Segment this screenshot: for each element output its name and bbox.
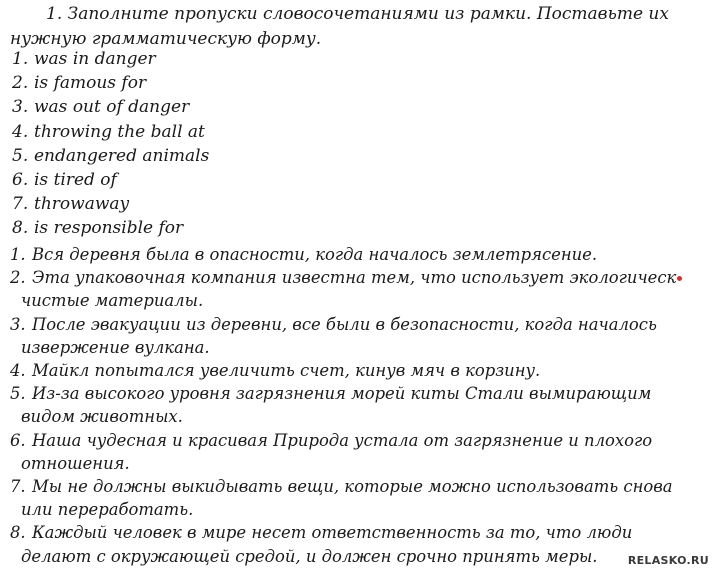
phrase-item bbox=[12, 95, 209, 119]
sentence-text: Мы не должны выкидывать вещи, которые можно использовать снова bbox=[32, 477, 673, 497]
phrase-text: was in danger bbox=[34, 49, 156, 69]
sentence-item bbox=[10, 359, 710, 382]
sentence-number: 7. bbox=[10, 477, 26, 497]
phrase-number: 3. bbox=[12, 97, 29, 118]
phrase-text: throwaway bbox=[34, 194, 130, 215]
sentence-text: Каждый человек в мире несет ответственность за то, что люди bbox=[32, 523, 633, 543]
sentence-continuation: делают с окружающей средой, и должен срочно принять меры. bbox=[21, 546, 598, 566]
sentence-number: 5. bbox=[10, 384, 26, 404]
answer-sentence-list bbox=[10, 243, 710, 568]
phrase-item bbox=[12, 120, 209, 144]
sentence-continuation: отношения. bbox=[21, 453, 130, 473]
sentence-item bbox=[10, 266, 710, 312]
sentence-text: Майкл попытался увеличить счет, кинув мяч в корзину. bbox=[32, 361, 541, 381]
phrase-number: 1. bbox=[12, 49, 29, 69]
phrase-text: was out of danger bbox=[34, 97, 190, 118]
phrase-text: is tired of bbox=[34, 170, 117, 191]
phrase-number: 4. bbox=[12, 121, 29, 142]
sentence-item bbox=[10, 313, 710, 359]
phrase-item bbox=[12, 47, 209, 71]
sentence-item bbox=[10, 382, 710, 428]
sentence-continuation: извержение вулкана. bbox=[21, 337, 210, 357]
sentence-item bbox=[10, 521, 710, 567]
sentence-number: 3. bbox=[10, 314, 26, 334]
sentence-text: Вся деревня была в опасности, когда началось землетрясение. bbox=[32, 245, 598, 264]
sentence-number: 1. bbox=[10, 245, 26, 264]
phrase-number: 5. bbox=[12, 145, 29, 166]
red-mark-icon bbox=[677, 276, 682, 281]
phrase-item bbox=[12, 168, 209, 192]
sentence-text: Из-за высокого уровня загрязнения морей киты Стали вымирающим bbox=[32, 384, 652, 404]
sentence-item bbox=[10, 475, 710, 521]
sentence-text: Наша чудесная и красивая Природа устала от загрязнение и плохого bbox=[32, 430, 653, 450]
phrase-text: is famous for bbox=[34, 73, 147, 94]
phrase-number: 6. bbox=[12, 170, 29, 191]
phrase-item bbox=[12, 144, 209, 168]
sentence-continuation: видом животных. bbox=[21, 407, 183, 427]
phrase-number: 7. bbox=[12, 194, 29, 215]
phrase-item bbox=[12, 192, 209, 216]
sentence-item bbox=[10, 243, 710, 266]
phrase-text: throwing the ball at bbox=[34, 121, 205, 142]
phrase-box-list bbox=[12, 47, 209, 241]
phrase-number: 8. bbox=[12, 218, 29, 239]
sentence-item bbox=[10, 429, 710, 475]
sentence-continuation: или переработать. bbox=[21, 500, 194, 520]
phrase-text: is responsible for bbox=[34, 218, 184, 239]
phrase-number: 2. bbox=[12, 73, 29, 94]
sentence-number: 4. bbox=[10, 361, 26, 381]
sentence-number: 6. bbox=[10, 430, 26, 450]
sentence-text: После эвакуации из деревни, все были в безопасности, когда началось bbox=[32, 314, 657, 334]
sentence-number: 2. bbox=[10, 268, 26, 288]
phrase-item bbox=[12, 216, 209, 240]
sentence-continuation: чистые материалы. bbox=[21, 291, 204, 311]
task-heading: 1. Заполните пропуски словосочетаниями из рамки. Поставьте их нужную грамматическую форму. bbox=[10, 4, 669, 49]
phrase-text: endangered animals bbox=[34, 145, 210, 166]
sentence-number: 8. bbox=[10, 523, 26, 543]
sentence-text: Эта упаковочная компания известна тем, что использует экологическ bbox=[32, 268, 677, 288]
phrase-item bbox=[12, 71, 209, 95]
site-watermark: RELASKO.RU bbox=[627, 554, 709, 567]
